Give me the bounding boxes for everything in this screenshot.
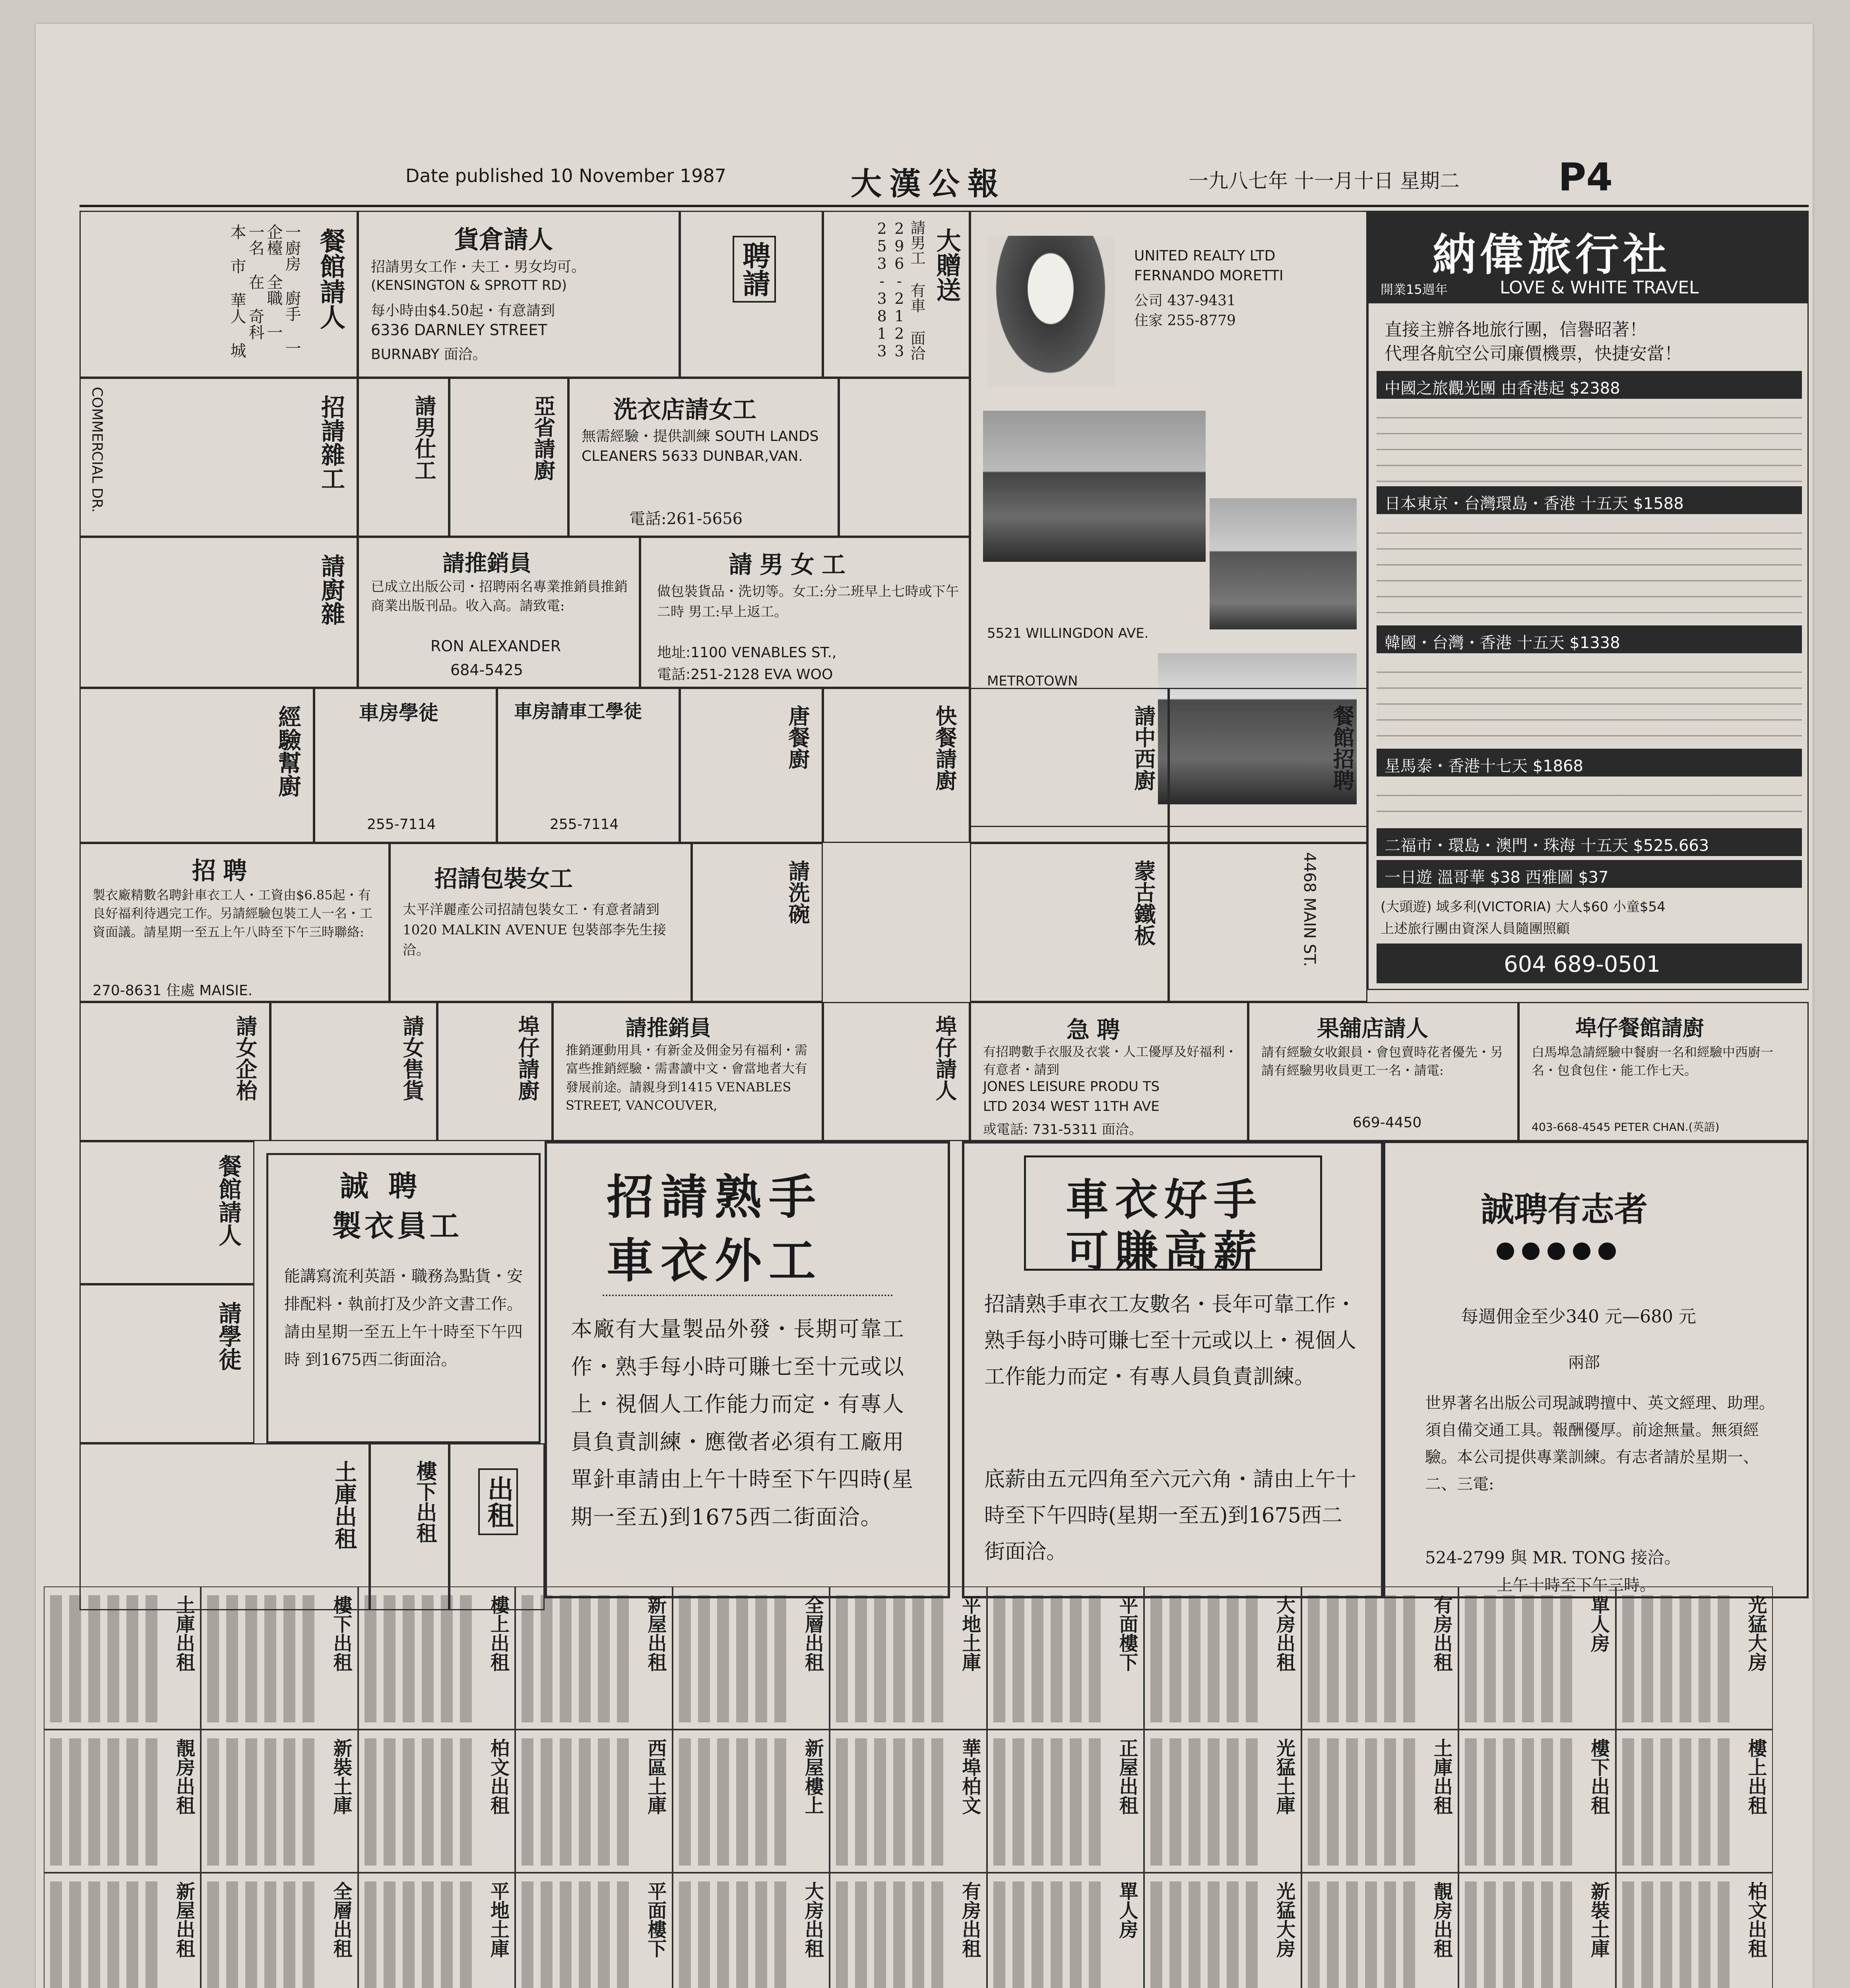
rental-title: 土庫出租 <box>1430 1738 1453 1815</box>
ad-restaurant2 <box>80 1141 254 1284</box>
rental-title: 新屋出租 <box>173 1881 195 1958</box>
ad-salesman <box>358 537 640 688</box>
rental-listing <box>358 1586 515 1730</box>
rental-listing <box>515 1586 672 1730</box>
ad-title: 餐館請人 <box>316 228 345 330</box>
ad-title: 請學徒 <box>215 1301 242 1371</box>
rental-title: 新裝土庫 <box>330 1738 352 1815</box>
ad-title: 請女售貨 <box>399 1015 425 1101</box>
ad-title: 請推銷員 <box>442 551 531 577</box>
dot-icon <box>1598 1242 1616 1260</box>
ad-address: LTD 2034 WEST 11TH AVE <box>983 1099 1160 1114</box>
rental-body <box>836 1738 949 1866</box>
ad-title: 車衣好手 <box>1066 1175 1263 1225</box>
ad-urgent <box>970 1002 1248 1141</box>
rental-title: 樓下出租 <box>1587 1738 1610 1815</box>
rental-listing <box>1301 1873 1458 1988</box>
realty-office-phone: 公司 437-9431 <box>1134 293 1236 309</box>
rental-listing <box>1144 1730 1301 1873</box>
rental-body <box>1622 1595 1736 1722</box>
rental-body <box>1622 1881 1736 1988</box>
tour-label: 二福市・環島・澳門・珠海 十五天 $525.663 <box>1385 837 1709 855</box>
rental-listing <box>1616 1730 1773 1873</box>
rental-body <box>1308 1595 1421 1722</box>
ad-body: 白馬埠急請經驗中餐廚一名和經驗中西廚一名・包食包住・能工作七天。 <box>1532 1044 1774 1078</box>
ad-title: 出租 <box>478 1468 518 1535</box>
travel-name: 納偉旅行社 <box>1432 229 1671 280</box>
rental-body <box>522 1595 635 1722</box>
ad-body: 招請熟手車衣工友數名・長年可靠工作・熟手每小時可賺七至十元或以上・視個人工作能力而定・有專人員負責訓練。 <box>984 1293 1357 1389</box>
ad-promote <box>553 1002 823 1141</box>
ad-male-worker <box>358 378 449 537</box>
rental-title: 靚房出租 <box>1430 1881 1453 1958</box>
ad-title: 誠聘有志者 <box>1481 1190 1648 1229</box>
rental-listing <box>201 1586 358 1730</box>
rental-body <box>1308 1881 1421 1988</box>
ad-title: 土庫出租 <box>331 1460 357 1549</box>
realty-agent: FERNANDO MORETTI <box>1134 268 1284 284</box>
ad-body: 太平洋麗產公司招請包裝女工・有意者請到 1020 MALKIN AVENUE 包裝部李先生接洽。 <box>403 902 666 958</box>
rental-listing <box>987 1873 1144 1988</box>
dot-icon <box>1522 1242 1540 1260</box>
good-title-box <box>1024 1155 1322 1277</box>
ad-sewing <box>314 688 497 843</box>
ad-mongol <box>970 843 1169 1002</box>
ad-body: 做包裝貨品・洗切等。女工:分二班早上七時或下午二時 男工:早上返工。 <box>657 584 959 620</box>
rental-body <box>207 1881 320 1988</box>
ad-title: 餐館招聘 <box>1330 705 1355 791</box>
ad-title: 洗衣店請女工 <box>613 396 756 424</box>
ad-dishwasher <box>692 843 823 1002</box>
ad-body: 招請男女工作・夫工・男女均可。 <box>371 259 586 275</box>
rental-listing <box>673 1586 830 1730</box>
ad-bu-chef <box>1518 1002 1809 1141</box>
dots-row <box>1493 1242 1620 1262</box>
date-chinese: 一九八七年 十一月十日 星期二 <box>1189 169 1460 192</box>
rental-title: 正屋出租 <box>1116 1738 1138 1815</box>
rental-listing <box>1144 1586 1301 1730</box>
rental-title: 平地土庫 <box>958 1595 981 1672</box>
ad-fast-food <box>823 688 970 843</box>
rental-listing <box>515 1873 672 1988</box>
rental-title: 全層出租 <box>330 1881 352 1958</box>
ad-saleslady <box>270 1002 437 1141</box>
rental-listing <box>1616 1873 1773 1988</box>
ad-title: 請中西廚 <box>1131 705 1156 791</box>
ad-wage: 每小時由$4.50起・有意請到 <box>371 303 555 319</box>
rental-body <box>1465 1595 1578 1722</box>
ad-asia <box>449 378 568 537</box>
ad-sub: 兩部 <box>1568 1353 1600 1372</box>
realty-metrotown: METROTOWN <box>987 673 1078 689</box>
travel-english: LOVE & WHITE TRAVEL <box>1500 278 1699 298</box>
rental-listing <box>44 1586 201 1730</box>
tour-bar <box>1377 749 1802 777</box>
rental-listing <box>830 1586 987 1730</box>
ad-address: 6336 DARNLEY STREET <box>371 321 547 339</box>
realty-company: UNITED REALTY LTD <box>1134 248 1276 264</box>
dot-icon <box>1497 1242 1514 1260</box>
ad-bu2 <box>437 1002 553 1141</box>
ad-phone: 或電話: 731-5311 面洽。 <box>983 1122 1142 1138</box>
rental-body <box>679 1595 792 1722</box>
rental-body <box>679 1738 792 1866</box>
rental-title: 柏文出租 <box>1744 1881 1767 1958</box>
rental-listing <box>1458 1730 1615 1873</box>
rental-body <box>1622 1738 1736 1866</box>
ad-title: 亞省請廚 <box>531 395 556 481</box>
page-number: P4 <box>1558 155 1613 200</box>
rental-title: 柏文出租 <box>487 1738 510 1815</box>
ad-city: BURNABY 面洽。 <box>371 346 487 363</box>
ad-recruit-tag <box>680 211 823 378</box>
rental-body <box>365 1881 478 1988</box>
ad-body: 已成立出版公司・招聘兩名專業推銷員推銷商業出版刊品。收入高。請致電: <box>371 579 628 614</box>
rental-body <box>365 1738 478 1866</box>
ad-phone: 669-4450 <box>1353 1114 1422 1131</box>
ad-wage: 每週佣金至少340 元—680 元 <box>1461 1307 1696 1327</box>
rental-listing <box>987 1586 1144 1730</box>
ad-address: COMMERCIAL DR. <box>89 387 105 513</box>
rental-body <box>50 1738 163 1866</box>
ad-body2: 底薪由五元四角至六元六角・請由上午十時至下午四時(星期一至五)到1675西二街面洽。 <box>984 1468 1357 1564</box>
rental-title: 光猛大房 <box>1744 1595 1767 1672</box>
tour-details <box>1377 403 1802 482</box>
ad-body: 本廠有大量製品外發・長期可靠工作・熟手每小時可賺七至十元或以上・視個人工作能力而定・有專人員負責訓練・應徵者必須有工廠用單針車請由上午十時至下午四時(星期一至五)到1675西二街面洽。 <box>571 1316 914 1530</box>
ad-company: JONES LEISURE PRODU TS <box>983 1079 1160 1095</box>
tour-bar <box>1377 625 1802 653</box>
rental-title: 光猛大房 <box>1273 1881 1295 1958</box>
ad-body: 製衣廠精數名聘針車衣工人・工資由$6.85起・有良好福利待遇完工作。另請經驗包裝工人一名・工資面議。請星期一至五上午八時至下午三時聯絡: <box>93 887 373 940</box>
rental-body <box>1150 1738 1264 1866</box>
rental-listing <box>830 1730 987 1873</box>
ad-body: 能講寫流利英語・職務為點貨・安排配料・執前打及少許文書工作。請由星期一至五上午十時至下午四時 到1675西二街面洽。 <box>284 1267 523 1369</box>
rental-body <box>836 1881 949 1988</box>
tour-bar <box>1377 371 1802 399</box>
rental-title: 樓下出租 <box>330 1595 352 1672</box>
ad-western <box>970 688 1169 843</box>
ad-body: 有招聘數手衣服及衣裳・人工優厚及好福利・有意者・請到 <box>983 1044 1238 1077</box>
rental-title: 新裝土庫 <box>1587 1881 1610 1958</box>
ad-phone: 電話:261-5656 <box>629 510 743 528</box>
tour-details <box>1377 657 1802 745</box>
ad-phone: 255-7114 <box>550 816 619 833</box>
ad-body: 請男工 有車 面洽 296-2123 253-3813 <box>873 220 925 361</box>
rental-body <box>993 1881 1107 1988</box>
ad-subtitle: 可賺高薪 <box>1066 1227 1263 1277</box>
ad-recruit <box>80 843 390 1002</box>
ad-handyman <box>80 378 358 537</box>
rental-title: 有房出租 <box>958 1881 981 1958</box>
rental-title: 全層出租 <box>801 1595 824 1672</box>
rental-listing <box>44 1730 201 1873</box>
rental-listing <box>358 1873 515 1988</box>
rental-body <box>836 1595 949 1722</box>
paper-name: 大漢公報 <box>851 166 1007 202</box>
ad-body: 請有經驗女收銀員・會包賣時花者優先・另請有經驗男收員更工一名・請電: <box>1261 1044 1503 1078</box>
ad-restaurant <box>80 211 358 378</box>
tour-label: 一日遊 溫哥華 $38 西雅圖 $37 <box>1385 868 1609 887</box>
travel-victoria: (大頭遊) 域多利(VICTORIA) 大人$60 小童$54 <box>1381 899 1666 915</box>
tour-details <box>1377 780 1802 824</box>
rental-body <box>993 1595 1107 1722</box>
rental-body <box>207 1595 320 1722</box>
ad-pack <box>390 843 692 1002</box>
ad-subtitle: 製衣員工 <box>332 1209 462 1243</box>
ad-title: 埠仔請人 <box>932 1015 957 1101</box>
ad-out-rent <box>449 1443 545 1610</box>
ad-contact: RON ALEXANDER <box>431 637 561 655</box>
agent-photo <box>987 236 1114 387</box>
rental-title: 光猛土庫 <box>1273 1738 1295 1815</box>
rental-body <box>207 1738 320 1866</box>
rental-body <box>993 1738 1107 1866</box>
tour-details <box>1377 518 1802 621</box>
ad-title: 請廚雜 <box>317 554 345 625</box>
ad-simmer <box>839 378 970 537</box>
rental-title: 西區土庫 <box>644 1738 667 1815</box>
ad-title: 貨倉請人 <box>454 225 553 254</box>
rental-title: 有房出租 <box>1430 1595 1453 1672</box>
ad-title: 經驗幫廚 <box>274 705 301 797</box>
ad-title: 請男仕工 <box>411 395 436 481</box>
dot-icon <box>1573 1242 1590 1260</box>
tour-label: 中國之旅觀光團 由香港起 $2388 <box>1385 379 1620 398</box>
rental-body <box>50 1595 163 1722</box>
ad-title: 請推銷員 <box>625 1015 711 1041</box>
rental-title: 靚房出租 <box>173 1738 195 1815</box>
ad-title: 大贈送 <box>932 228 961 302</box>
rental-listing <box>358 1730 515 1873</box>
rental-listing <box>44 1873 201 1988</box>
newspaper-page <box>36 24 1813 1988</box>
ad-title: 埠仔餐館請廚 <box>1575 1015 1704 1041</box>
travel-slogan: 代理各航空公司廉價機票，快捷安當！ <box>1385 344 1682 364</box>
travel-contact: 上述旅行團由資深人員隨團照顧 <box>1381 921 1570 937</box>
ad-address: 地址:1100 VENABLES ST., <box>657 645 837 661</box>
ad-title: 餐館請人 <box>215 1154 242 1246</box>
header-rule <box>80 205 1809 207</box>
rental-listing <box>1458 1873 1615 1988</box>
tour-label: 星馬泰・香港十七天 $1868 <box>1385 757 1583 775</box>
ad-body: 無需經驗・提供訓練 SOUTH LANDS CLEANERS 5633 DUNBAR,VAN. <box>582 428 819 465</box>
tour-label: 韓國・台灣・香港 十五天 $1338 <box>1385 634 1620 652</box>
rental-listing <box>201 1730 358 1873</box>
rental-listing <box>987 1730 1144 1873</box>
rental-body <box>679 1881 792 1988</box>
ad-restaurant-recruit <box>1169 688 1367 843</box>
ad-body: 世界著名出版公司現誠聘擅中、英文經理、助理。須自備交通工具。報酬優厚。前途無量。無須經驗。本公司提供專業訓練。有志者請於星期一、二、三電: <box>1425 1394 1775 1493</box>
ad-male-female <box>640 537 970 688</box>
ad-apprentice <box>80 1284 254 1443</box>
ad-sewing2 <box>497 688 680 843</box>
ad-phone: 255-7114 <box>367 816 436 833</box>
rental-listing <box>673 1873 830 1988</box>
rental-listing <box>515 1730 672 1873</box>
tour-bar <box>1377 828 1802 856</box>
ad-title: 請男女工 <box>729 551 853 579</box>
ad-title: 招請包裝女工 <box>434 865 573 892</box>
dot-icon <box>1547 1242 1565 1260</box>
tour-bar <box>1377 860 1802 888</box>
ad-rental-down <box>370 1443 449 1610</box>
ad-travel <box>1367 211 1809 990</box>
rental-title: 樓上出租 <box>487 1595 510 1672</box>
ad-title: 招請雜工 <box>317 395 345 490</box>
ad-fruit <box>1248 1002 1518 1141</box>
ad-good-hand <box>962 1141 1383 1598</box>
ad-experienced <box>80 688 314 843</box>
rental-listing <box>673 1730 830 1873</box>
ad-address: 4468 MAIN ST. <box>1300 852 1319 967</box>
ad-phone: 524-2799 與 MR. TONG 接洽。 <box>1425 1548 1681 1567</box>
rental-body <box>1465 1738 1578 1866</box>
divider <box>603 1295 893 1299</box>
rental-title: 大房出租 <box>1273 1595 1295 1672</box>
ad-sincere <box>266 1153 541 1443</box>
ad-time: 上午十時至下午三時。 <box>1497 1576 1656 1594</box>
ad-phone: 270-8631 住處 MAISIE. <box>93 982 253 999</box>
travel-banner <box>1369 212 1809 303</box>
ad-female-enterprise <box>80 1002 270 1141</box>
rental-title: 新屋出租 <box>644 1595 667 1672</box>
ad-chef <box>680 688 823 843</box>
travel-anniversary: 開業15週年 <box>1381 282 1448 297</box>
house-photo-1 <box>983 411 1206 562</box>
rental-title: 樓上出租 <box>1744 1738 1767 1815</box>
rental-listing <box>1301 1730 1458 1873</box>
rental-body <box>365 1595 478 1722</box>
realty-address: 5521 WILLINGDON AVE. <box>987 625 1149 641</box>
ad-title: 車房學徒 <box>359 701 438 724</box>
date-published: Date published 10 November 1987 <box>405 165 727 186</box>
rental-body <box>1150 1881 1264 1988</box>
realty-home-phone: 住家 255-8779 <box>1134 313 1236 329</box>
ad-title: 蒙古鐵板 <box>1131 860 1156 946</box>
rental-listing <box>1458 1586 1615 1730</box>
rental-title: 新屋樓上 <box>801 1738 824 1815</box>
ad-title: 誠聘 <box>340 1169 437 1203</box>
ad-big-gift <box>823 211 970 378</box>
rental-title: 平地土庫 <box>487 1881 510 1958</box>
ad-title: 唐餐廚 <box>785 705 810 769</box>
ad-body: 一廚房 廚手 一 企檯 全職 一 一名 在 奇科 本 市 華人 城 <box>228 224 301 358</box>
travel-slogan: 直接主辦各地旅行團，信譽昭著！ <box>1385 320 1647 340</box>
rental-listing <box>1144 1873 1301 1988</box>
ad-ambitious <box>1383 1141 1809 1598</box>
ad-title: 聘請 <box>733 236 776 303</box>
rental-title: 單人房 <box>1587 1595 1610 1652</box>
rental-body <box>522 1881 635 1988</box>
rental-listing <box>1301 1586 1458 1730</box>
ad-title: 埠仔請廚 <box>515 1015 540 1101</box>
tour-label: 日本東京・台灣環島・香港 十五天 $1588 <box>1385 495 1684 513</box>
rental-listing <box>201 1873 358 1988</box>
rental-title: 平面樓下 <box>644 1881 667 1958</box>
ad-phone: 403-668-4545 PETER CHAN.(英語) <box>1532 1120 1720 1134</box>
rental-title: 土庫出租 <box>173 1595 195 1672</box>
rental-listing <box>830 1873 987 1988</box>
rental-title: 大房出租 <box>801 1881 824 1958</box>
tour-bar <box>1377 486 1802 514</box>
rental-title: 單人房 <box>1116 1881 1138 1939</box>
ad-warehouse <box>358 211 680 378</box>
house-photo-2 <box>1210 498 1357 629</box>
ad-main-street <box>1169 843 1367 1002</box>
rental-body <box>1150 1595 1264 1722</box>
ad-title: 急聘 <box>1067 1016 1127 1043</box>
travel-phone: 604 689-0501 <box>1504 951 1661 977</box>
ad-title: 招請熟手 <box>607 1170 823 1225</box>
ad-title: 車房請車工學徒 <box>514 701 642 722</box>
rental-title: 華埠柏文 <box>958 1738 981 1815</box>
rental-body <box>522 1738 635 1866</box>
rental-listing <box>1616 1586 1773 1730</box>
ad-phone: 電話:251-2128 EVA WOO <box>657 666 833 683</box>
ad-phone: 684-5425 <box>450 661 523 679</box>
rental-body <box>1308 1738 1421 1866</box>
ad-title: 請洗碗 <box>785 860 810 924</box>
ad-skilled <box>545 1141 950 1598</box>
ad-title: 果舖店請人 <box>1317 1016 1428 1042</box>
ad-cook <box>80 537 358 688</box>
ad-title: 快餐請廚 <box>932 705 957 791</box>
ad-title: 招聘 <box>192 857 254 885</box>
ad-title: 樓下出租 <box>413 1460 436 1543</box>
ad-subtitle: 車衣外工 <box>607 1233 823 1288</box>
ad-body: 推銷運動用具・有新金及佣金另有福利・需富些推銷經驗・需書讀中文・會當地者大有發展前途。請親身到1415 VENABLES STREET, VANCOUVER, <box>566 1043 808 1113</box>
travel-phone-bar <box>1377 944 1802 983</box>
ad-address: (KENSINGTON & SPROTT RD) <box>371 278 567 293</box>
ad-title: 請女企枱 <box>233 1015 258 1101</box>
ad-laundry <box>568 378 839 537</box>
rental-title: 平面樓下 <box>1116 1595 1138 1672</box>
ad-rental-left <box>80 1443 370 1610</box>
rental-body <box>1465 1881 1578 1988</box>
ad-bu3 <box>823 1002 970 1141</box>
rental-body <box>50 1881 163 1988</box>
